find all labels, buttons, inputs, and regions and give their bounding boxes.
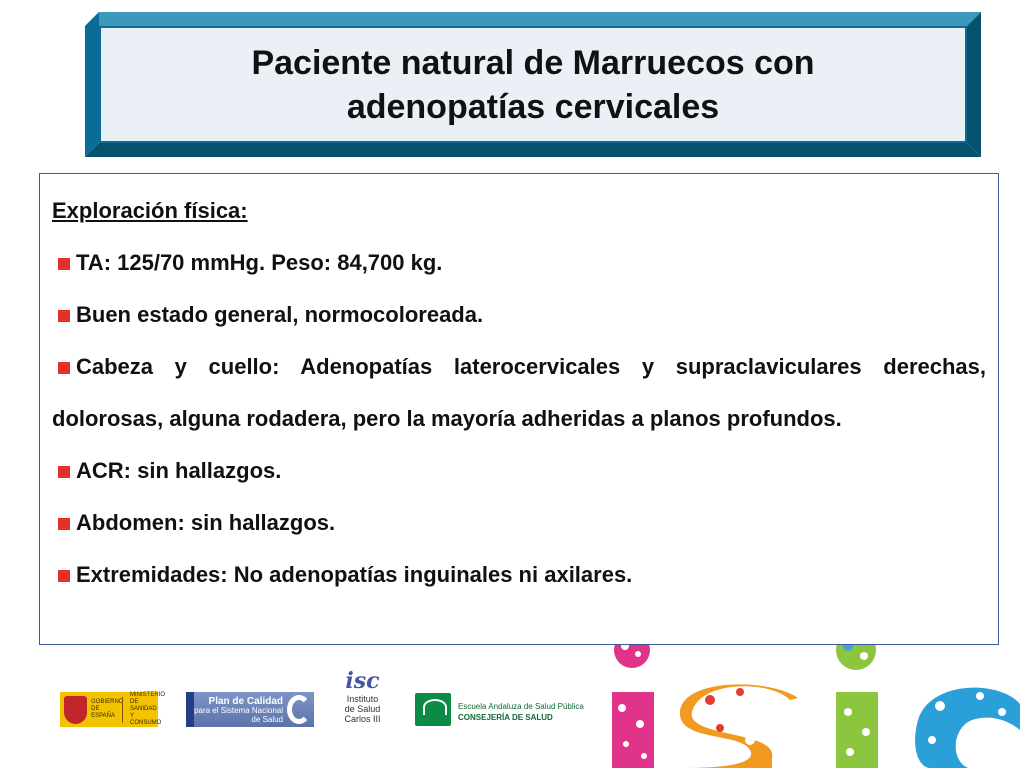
- coat-of-arms-icon: [64, 696, 87, 724]
- instituto-carlos-iii-logo: isc Instituto de Salud Carlos III: [344, 668, 381, 724]
- bullet-square-icon: [58, 570, 70, 582]
- bullet-square-icon: [58, 258, 70, 270]
- exam-item-extremities: Extremidades: No adenopatías inguinales ni axilares.: [52, 549, 986, 601]
- exam-item-head-neck: Cabeza y cuello: Adenopatías laterocervicales y supraclaviculares derechas, dolorosas, alguna rodadera, pero la mayoría adheridas a planos profundos.: [52, 354, 986, 431]
- bullet-square-icon: [58, 362, 70, 374]
- bullet-square-icon: [58, 466, 70, 478]
- escuela-andaluza-text: Escuela Andaluza de Salud Pública CONSEJERÍA DE SALUD: [458, 702, 584, 722]
- exam-item-vitals: TA: 125/70 mmHg. Peso: 84,700 kg.: [52, 237, 986, 289]
- physical-exam-box: [39, 173, 999, 645]
- plan-c-icon: [287, 695, 311, 724]
- gobierno-espana-logo: GOBIERNO DE ESPAÑA MINISTERIO DE SANIDAD Y CONSUMO: [60, 692, 158, 727]
- slide-title: [101, 28, 965, 141]
- bullet-square-icon: [58, 518, 70, 530]
- bullet-square-icon: [58, 310, 70, 322]
- exam-item-abdomen: Abdomen: sin hallazgos.: [52, 497, 986, 549]
- exam-item-acr: ACR: sin hallazgos.: [52, 445, 986, 497]
- title-line-1: Paciente natural de Marruecos con: [251, 43, 815, 82]
- title-line-2: adenopatías cervicales: [346, 87, 720, 126]
- exam-heading: Exploración física:: [52, 198, 248, 223]
- junta-andalucia-logo: [415, 693, 451, 726]
- exam-item-general: Buen estado general, normocoloreada.: [52, 289, 986, 341]
- plan-calidad-logo: Plan de Calidad para el Sistema Nacional de Salud: [186, 692, 314, 727]
